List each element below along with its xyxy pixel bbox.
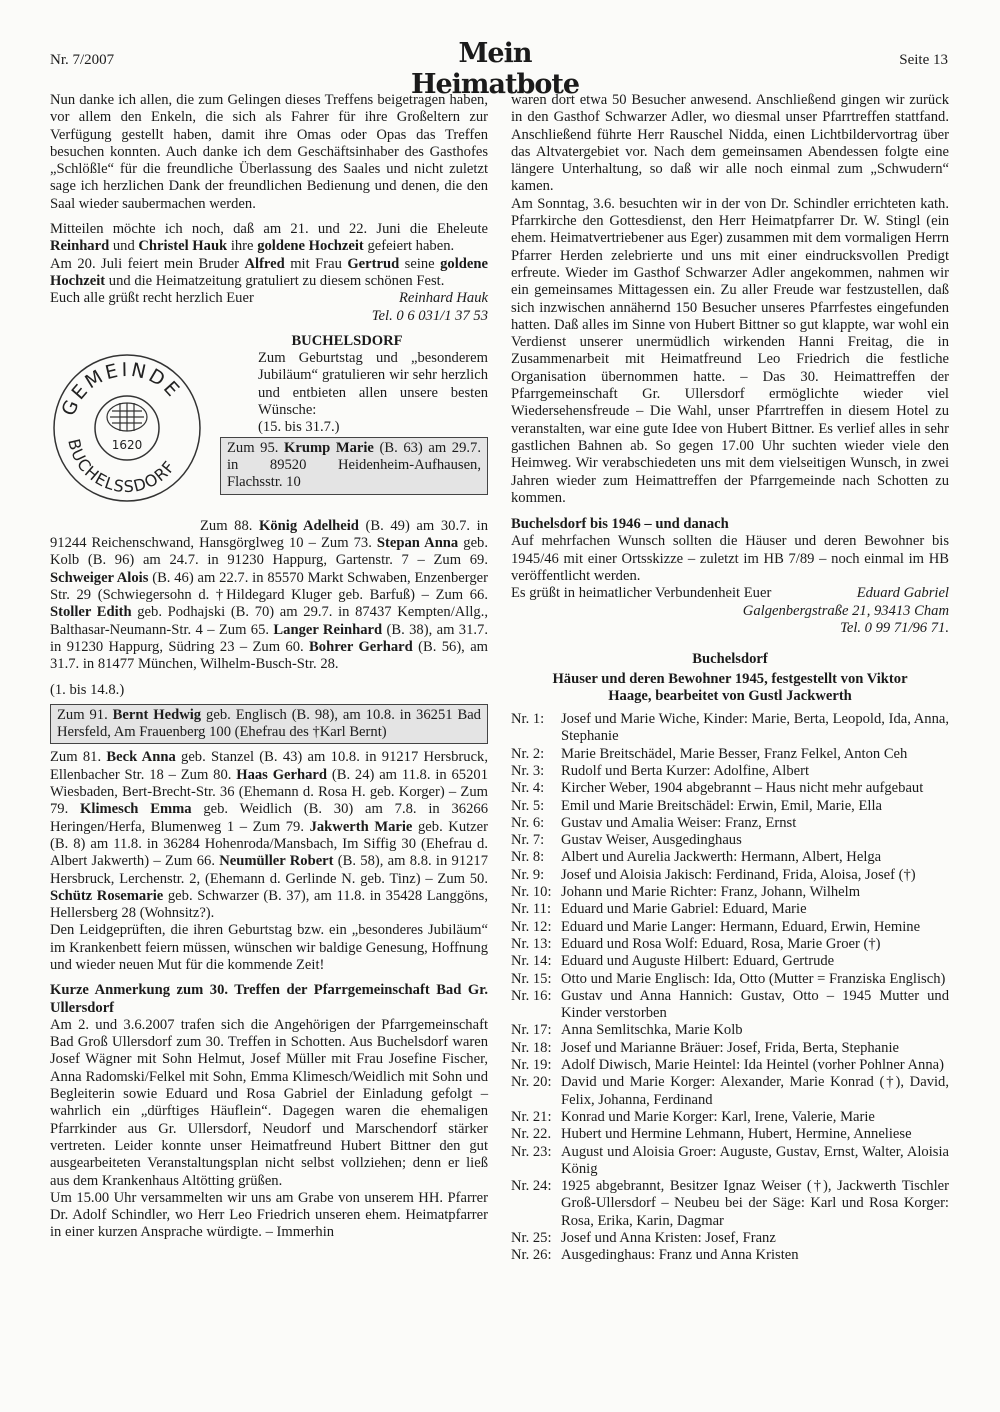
house-number: Nr. 16: [511,987,552,1004]
house-residents: Gustav und Anna Hannich: Gustav, Otto – 1945 Mutter und Kinder verstorben [561,987,949,1022]
house-number: Nr. 15: [511,970,552,987]
honoree-name: Stoller Edith [50,604,132,621]
page-number: Seite 13 [899,52,948,68]
report-paragraph-2: Am Sonntag, 3.6. besuchten wir in der von Dr. Schindler errichteten kath. Pfarrkirche den Gottesdienst, den Herr Heimatpfarrer Dr. W. Stingl (ein ehem. Heimatvertriebener aus Eger) zusammen mit dem vormaligen Herrn Pfarrer Herden zelebrierte und uns mit einer eindrucksvollen Predigt erfreute. Wieder im Gasthof Schwarzer Adler angekommen, nahmen wir ein gemeinsames Mittagessen ein. Zu aller Freude war festzustellen, daß sich inzwischen annähernd 150 Besucher unseres Pfarrfestes eingefunden hatten. Daß alles im Sinne von Hubert Bittner so gut klappte, war wohl ein Verdienst unserer unermüdlich wirkenden Hanni Freitag, die in Zusammenarbeit mit Heimatfreund Leo Friedrich die festliche Organisation übernommen hatte. – Das 30. Heimattreffen der Pfarrgemeinschaft Gr. Ullersdorf ermöglichte wieder viel Wiedersehensfreude – Die Wahl, unser Pfarrtreffen in diesem Hotel zu veranstalten, war eine gute Idee von Hubert Bittner. Es verlief alles in sehr gastlichen Bahnen ab. So gegen 17.00 Uhr suchten wieder viele den Heimweg. Wir verabschiedeten uns mit dem vielseitigen Wunsch, in zwei Jahren wieder zum Heimattreffen der Pfarrgemeinde nach Schotten zu kommen. [511,195,949,506]
house-number: Nr. 17: [511,1022,552,1039]
house-residents: Josef und Aloisia Jakisch: Ferdinand, Frida, Aloisa, Josef (†) [561,866,916,883]
honoree-name: Beck Anna [106,749,176,766]
house-number: Nr. 18: [511,1039,552,1056]
svg-text:BUCHELSSDORF: BUCHELSSDORF [64,436,180,497]
house-number: Nr. 8: [511,849,545,866]
brother-paragraph: Am 20. Juli feiert mein Bruder Alfred mit Frau Gertrud seine goldene Hochzeit und die Heimatzeitung gratuliert zu diesem schönen Fest. [50,255,488,289]
house-entry [511,953,949,970]
house-entry [511,901,949,918]
house-residents: Hubert und Hermine Lehmann, Hubert, Hermine, Anneliese [561,1126,912,1143]
left-column [50,92,488,1242]
house-number: Nr. 24: [511,1178,552,1195]
house-number: Nr. 19: [511,1057,552,1074]
honoree-name: Stepan Anna [376,535,459,552]
house-residents: Josef und Marie Wiche, Kinder: Marie, Berta, Leopold, Ida, Anna, Stephanie [561,711,949,745]
house-residents: Eduard und Marie Gabriel: Eduard, Marie [561,901,807,918]
house-number: Nr. 20: [511,1074,552,1091]
birthday-list-1: Zum 88. König Adelheid (B. 49) am 30.7. in 91244 Reichenschwand, Hansgörglweg 10 – Zum 73. Stepan Anna geb. Kolb (B. 96) am 24.7. in 91230 Happurg, Gartenstr. 7 – Zum 69. Schweiger Alois (B. 46) am 22.7. in 85570 Markt Schwaben, Enzenberger Str. 29 (Schwiegersohn d. †Hildegard Kluger geb. Barfuß) – Zum 66. Stoller Edith geb. Podhajski (B. 70) am 29.7. in 87437 Kempten/Allg., Balthasar-Neumann-Str. 4 – Zum 65. Langer Reinhard (B. 38), am 31.7. in 91230 Happurg, Südring 23 – Zum 60. Bohrer Gerhard (B. 56), am 31.7. in 81477 München, Wilhelm-Busch-Str. 28. [50,517,489,673]
house-residents: Konrad und Marie Korger: Karl, Irene, Valerie, Marie [561,1108,875,1125]
house-entry [511,1074,949,1109]
note-paragraph-2: Um 15.00 Uhr versammelten wir uns am Grabe von unserem HH. Pfarrer Dr. Adolf Schindler, wo Herr Leo Friedrich unseren ehem. Heimatpfarrer in einer kurzen Ansprache würdigte. – Immerhin [50,1189,488,1241]
house-number: Nr. 1: [511,711,545,728]
house-number: Nr. 12: [511,918,552,935]
house-entry [511,988,949,1023]
house-residents: Adolf Diwisch, Marie Heintel: Ida Heintel (vorher Pohlner Anna) [561,1057,944,1074]
svg-text:GEMEINDE: GEMEINDE [57,358,186,419]
house-entry [511,1230,949,1247]
house-entry [511,798,949,815]
house-entry [511,936,949,953]
house-number: Nr. 14: [511,953,552,970]
house-entry [511,1144,949,1179]
municipal-seal [50,351,205,506]
date-range-2: (1. bis 14.8.) [50,681,125,698]
house-residents: David und Marie Korger: Alexander, Marie Konrad (†), David, Felix, Johanna, Ferdinand [561,1074,949,1108]
honoree-name: Schütz Rosemarie [50,887,164,904]
house-residents: Josef und Anna Kristen: Josef, Franz [561,1230,776,1246]
house-residents: Kircher Weber, 1904 abgebrannt – Haus nicht mehr aufgebaut [561,780,924,797]
house-residents: Eduard und Marie Langer: Hermann, Eduard, Erwin, Hemine [561,918,921,935]
house-entry [511,1022,949,1039]
honoree-name: Bohrer Gerhard [309,638,413,655]
address: Galgenbergstraße 21, 93413 Cham [742,602,949,619]
svg-text:1620: 1620 [111,437,143,452]
report-paragraph-1: waren dort etwa 50 Besucher anwesend. Anschließend gingen wir zurück in den Gasthof Schwarzer Adler, wo diesmal unser Pfarrtreffen stattfand. Anschließend führte Herr Rauschel Nidda, einen Lichtbildervortrag über das Altvatergebiet vor. Nach dem gemeinsamen Abendessen folgte eine längere Unterhaltung, so daß wir alle noch einmal zum „Schwudern“ kamen. [511,92,949,195]
house-entry [511,867,949,884]
house-entry [511,1178,949,1230]
highlight-box-2: Zum 91. Bernt Hedwig geb. Englisch (B. 98), am 10.8. in 36251 Bad Hersfeld, Am Frauenberg 100 (Ehefrau des †Karl Bernt) [50,704,488,745]
house-number: Nr. 10: [511,884,552,901]
house-number: Nr. 4: [511,780,545,797]
house-residents: Ausgedinghaus: Franz und Anna Kristen [561,1247,799,1264]
house-number: Nr. 21: [511,1108,552,1125]
house-entry [511,832,949,849]
thanks-paragraph: Nun danke ich allen, die zum Gelingen dieses Treffens beigetragen haben, vor allem den Enkeln, die sich als Fahrer für ihre Großeltern zur Verfügung gestellt haben, damit ihre Omas oder Opas das Treffen besuchen konnten. Auch danke ich dem Geschäftsinhaber des Gasthofes „Schlößle“ für die freundliche Überlassung des Saales und nicht zuletzt sage ich herzlichen Dank der freundlichen Bedienung und denen, die den Saal wieder saubermachen werden. [50,92,488,212]
history-paragraph: Auf mehrfachen Wunsch sollten die Häuser und deren Bewohner bis 1945/46 mit einer Ortsskizze – zuletzt im HB 7/89 – noch einmal im HB veröffentlicht werden. [511,533,949,585]
house-residents: Josef und Marianne Bräuer: Josef, Frida, Berta, Stephanie [561,1039,899,1056]
house-entry [511,849,949,866]
date-range-1: (15. bis 31.7.) [258,419,340,436]
list-subtitle: Häuser und deren Bewohner 1945, festgestellt von Viktor Haage, bearbeitet von Gustl Jackwerth [552,670,908,704]
house-entry [511,919,949,936]
house-number: Nr. 11: [511,901,551,918]
house-residents: Eduard und Rosa Wolf: Eduard, Rosa, Marie Groer (†) [561,935,881,952]
house-number: Nr. 13: [511,935,552,952]
signature-2: Eduard Gabriel [856,585,949,602]
right-column [511,92,949,1265]
honoree-name: König Adelheid [259,517,359,534]
house-residents: Anna Semlitschka, Marie Kolb [561,1022,743,1039]
greeting-line: Euch alle grüßt recht herzlich Euer Reinhard Hauk [50,290,488,307]
house-residents: Gustav Weiser, Ausgedinghaus [561,832,742,849]
house-entry [511,780,949,797]
house-residents: Eduard und Auguste Hilbert: Eduard, Gertrude [561,953,835,970]
honoree-name: Jakwerth Marie [309,818,413,835]
house-number: Nr. 9: [511,866,545,883]
house-number: Nr. 6: [511,814,545,831]
note-paragraph-1: Am 2. und 3.6.2007 trafen sich die Angehörigen der Pfarrgemeinschaft Bad Groß Ullersdorf zum 30. Treffen in Schotten. Aus Buchelsdorf waren Josef Wägner mit Sohn Helmut, Josef Müller mit Frau Josefine Fischer, Anna Radomski/Felkel mit Sohn, Emma Klimesch/Weidlich mit Sohn und Begleiterin sowie Eduard und Rosa Gabriel der Einladung gefolgt – wahrlich ein „dürftiges Häuflein“. Dagegen waren die ehemaligen Pfarrkinder aus Gr. Ullersdorf, Neudorf und Marschendorf stärker vertreten. Leider konnte unser Heimatfreund Hubert Bittner den gut ausgearbeiteten Veranstaltungsplan nicht selbst vollziehen; denn er ließ aus dem Krankenhaus Altötting grüßen. [50,1016,488,1189]
house-number: Nr. 26: [511,1247,552,1264]
section-title: BUCHELSDORF [291,332,403,349]
anniversary-paragraph: Mitteilen möchte ich noch, daß am 21. und 22. Juni die Eheleute Reinhard und Christel Hauk ihre goldene Hochzeit gefeiert haben. [50,221,488,255]
house-number: Nr. 23: [511,1143,552,1160]
issue-number: Nr. 7/2007 [50,52,115,68]
house-residents: Albert und Aurelia Jackwerth: Hermann, Albert, Helga [561,849,882,866]
signature: Reinhard Hauk [398,290,488,307]
get-well-paragraph: Den Leidgeprüften, die ihren Geburtstag bzw. ein „besonderes Jubiläum“ im Krankenbett feiern müssen, wünschen wir baldige Genesung, Hoffnung und wieder neuen Mut für die kommende Zeit! [50,922,488,973]
house-entry [511,1040,949,1057]
house-entry [511,884,949,901]
birthday-section [50,333,488,518]
house-residents: Rudolf und Berta Kurzer: Adolfine, Albert [561,762,810,779]
house-entry [511,971,949,988]
house-residents: Emil und Marie Breitschädel: Erwin, Emil, Marie, Ella [561,797,882,814]
subheading-history: Buchelsdorf bis 1946 – und danach [511,516,729,533]
masthead-logo: Mein Heimatbote [410,38,580,100]
house-entry [511,1109,949,1126]
house-residents: Johann und Marie Richter: Franz, Johann, Wilhelm [561,884,861,901]
note-title: Kurze Anmerkung zum 30. Treffen der Pfarrgemeinschaft Bad Gr. Ullersdorf [50,982,488,1016]
honoree-name: Neumüller Robert [219,853,334,870]
house-number: Nr. 7: [511,832,545,849]
house-number: Nr. 3: [511,762,545,779]
list-title: Buchelsdorf [692,651,768,668]
house-residents: Otto und Marie Englisch: Ida, Otto (Mutter = Franziska Englisch) [561,970,946,987]
house-entry [511,815,949,832]
house-residents: 1925 abgebrannt, Besitzer Ignaz Weiser (†), Jackwerth Tischler Groß-Ullersdorf – Neubeu bei der Säge: Karl und Rosa Korger: Rosa, Erika, Karin, Dagmar [561,1178,949,1229]
house-residents: Gustav und Amalia Weiser: Franz, Ernst [561,814,797,831]
house-number: Nr. 25: [511,1230,552,1246]
house-entry [511,1057,949,1074]
phone-number-2: Tel. 0 99 71/96 71. [840,619,949,636]
house-number: Nr. 2: [511,745,545,762]
house-list [511,711,949,1265]
honoree-name: Klimesch Emma [80,801,192,818]
greeting-line-2: Es grüßt in heimatlicher Verbundenheit Euer Eduard Gabriel [511,585,949,602]
honoree-name: Langer Reinhard [273,621,383,638]
house-entry [511,746,949,763]
house-entry [511,763,949,780]
honoree-name: Haas Gerhard [236,766,328,783]
honoree-name: Schweiger Alois [50,569,149,586]
house-number: Nr. 5: [511,797,545,814]
house-residents: Marie Breitschädel, Marie Besser, Franz Felkel, Anton Ceh [561,745,908,762]
house-entry [511,1247,949,1264]
house-residents: August und Aloisia Groer: Auguste, Gustav, Ernst, Walter, Aloisia König [561,1143,949,1177]
intro-text: Zum Geburtstag und „besonderem Jubiläum“ gratulieren wir sehr herzlich und entbieten allen unsere besten Wünsche: [258,350,488,419]
phone-number: Tel. 0 6 031/1 37 53 [371,307,488,324]
birthday-list-2: Zum 81. Beck Anna geb. Stanzel (B. 43) am 10.8. in 91217 Hersbruck, Ellenbacher Str. 18 – Zum 80. Haas Gerhard (B. 24) am 11.8. in 65201 Wiesbaden, Bert-Brecht-Str. 36 (Ehemann d. Rosa H. geb. Korger) – Zum 79. Klimesch Emma geb. Weidlich (B. 30) am 7.8. in 36266 Heringen/Herfa, Blumenweg 1 – Zum 79. Jakwerth Marie geb. Kutzer (B. 8) am 11.8. in 36284 Hohenroda/Mansbach, Im Siffig 30 (Ehefrau d. Albert Jakwerth) – Zum 66. Neumüller Robert (B. 58), am 8.8. in 91217 Hersbruck, Lerchenstr. 2, (Ehemann d. Gerlinde N. geb. Tinz) – Zum 50. Schütz Rosemarie geb. Schwarzer (B. 37), am 11.8. in 35428 Langgöns, Hellersberg 28 (Wohnsitz?). [50,749,489,922]
house-entry [511,1126,949,1143]
highlight-box-1: Zum 95. Krump Marie (B. 63) am 29.7. in 89520 Heidenheim-Aufhausen, Flachsstr. 10 [220,437,488,495]
house-number: Nr. 22. [511,1126,552,1143]
house-entry [511,711,949,746]
